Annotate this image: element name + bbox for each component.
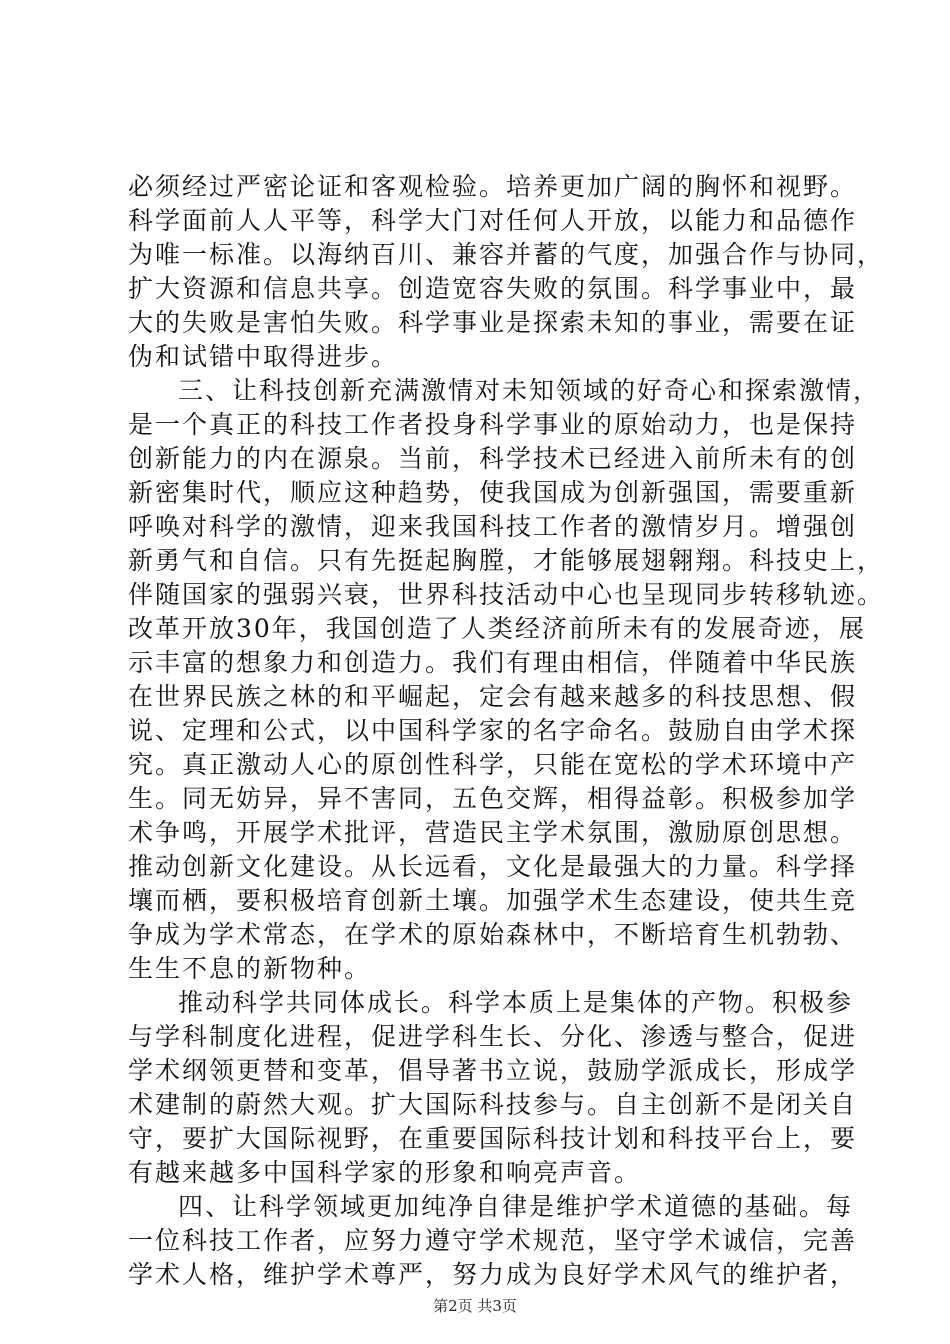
- text-line: 生生不息的新物种。: [128, 954, 372, 983]
- text-line: 呼唤对科学的激情，迎来我国科技工作者的激情岁月。增强创: [128, 512, 858, 541]
- text-line: 创新能力的内在源泉。当前，科学技术已经进入前所未有的创: [128, 444, 858, 473]
- text-line: 与学科制度化进程，促进学科生长、分化、渗透与整合，促进: [128, 1022, 858, 1051]
- text-line: 壤而栖，要积极培育创新土壤。加强学术生态建设，使共生竞: [128, 886, 858, 915]
- text-line: 有越来越多中国科学家的形象和响亮声音。: [128, 1158, 642, 1187]
- section-heading-four: 四、让科学领域更加纯净自律是维护学术道德的基础。每: [178, 1192, 854, 1221]
- text-line: 必须经过严密论证和客观检验。培养更加广阔的胸怀和视野。: [128, 172, 858, 201]
- text-line: 一位科技工作者，应努力遵守学术规范，坚守学术诚信，完善: [128, 1226, 858, 1255]
- text-line: 推动创新文化建设。从长远看，文化是最强大的力量。科学择: [128, 852, 858, 881]
- text-line: 究。真正激动人心的原创性科学，只能在宽松的学术环境中产: [128, 750, 858, 779]
- text-line: 术建制的蔚然大观。扩大国际科技参与。自主创新不是闭关自: [128, 1090, 858, 1119]
- text-line: 是一个真正的科技工作者投身科学事业的原始动力，也是保持: [128, 410, 858, 439]
- text-line: 新密集时代，顺应这种趋势，使我国成为创新强国，需要重新: [128, 478, 858, 507]
- paragraph-start: 推动科学共同体成长。科学本质上是集体的产物。积极参: [178, 988, 854, 1017]
- text-line: 守，要扩大国际视野，在重要国际科技计划和科技平台上，要: [128, 1124, 858, 1153]
- text-line: 术争鸣，开展学术批评，营造民主学术氛围，激励原创思想。: [128, 818, 858, 847]
- text-line: 扩大资源和信息共享。创造宽容失败的氛围。科学事业中，最: [128, 274, 858, 303]
- text-line: 在世界民族之林的和平崛起，定会有越来越多的科技思想、假: [128, 682, 858, 711]
- page-footer: 第2页 共3页: [433, 1297, 517, 1315]
- text-line: 大的失败是害怕失败。科学事业是探索未知的事业，需要在证: [128, 308, 858, 337]
- text-line: 示丰富的想象力和创造力。我们有理由相信，伴随着中华民族: [128, 648, 858, 677]
- section-heading-three: 三、让科技创新充满激情对未知领域的好奇心和探索激情，: [178, 376, 881, 405]
- text-line: 争成为学术常态，在学术的原始森林中，不断培育生机勃勃、: [128, 920, 858, 949]
- text-line: 伴随国家的强弱兴衰，世界科技活动中心也呈现同步转移轨迹。: [128, 580, 885, 609]
- text-line: 学术纲领更替和变革，倡导著书立说，鼓励学派成长，形成学: [128, 1056, 858, 1085]
- text-line: 生。同无妨异，异不害同，五色交辉，相得益彰。积极参加学: [128, 784, 858, 813]
- text-line: 说、定理和公式，以中国科学家的名字命名。鼓励自由学术探: [128, 716, 858, 745]
- text-line: 为唯一标准。以海纳百川、兼容并蓄的气度，加强合作与协同，: [128, 240, 885, 269]
- text-line: 新勇气和自信。只有先挺起胸膛，才能够展翅翱翔。科技史上，: [128, 546, 885, 575]
- text-line: 伪和试错中取得进步。: [128, 342, 399, 371]
- text-line: 学术人格，维护学术尊严，努力成为良好学术风气的维护者，: [128, 1260, 858, 1289]
- text-line: 改革开放30年，我国创造了人类经济前所未有的发展奇迹，展: [128, 614, 866, 643]
- text-line: 科学面前人人平等，科学大门对任何人开放，以能力和品德作: [128, 206, 858, 235]
